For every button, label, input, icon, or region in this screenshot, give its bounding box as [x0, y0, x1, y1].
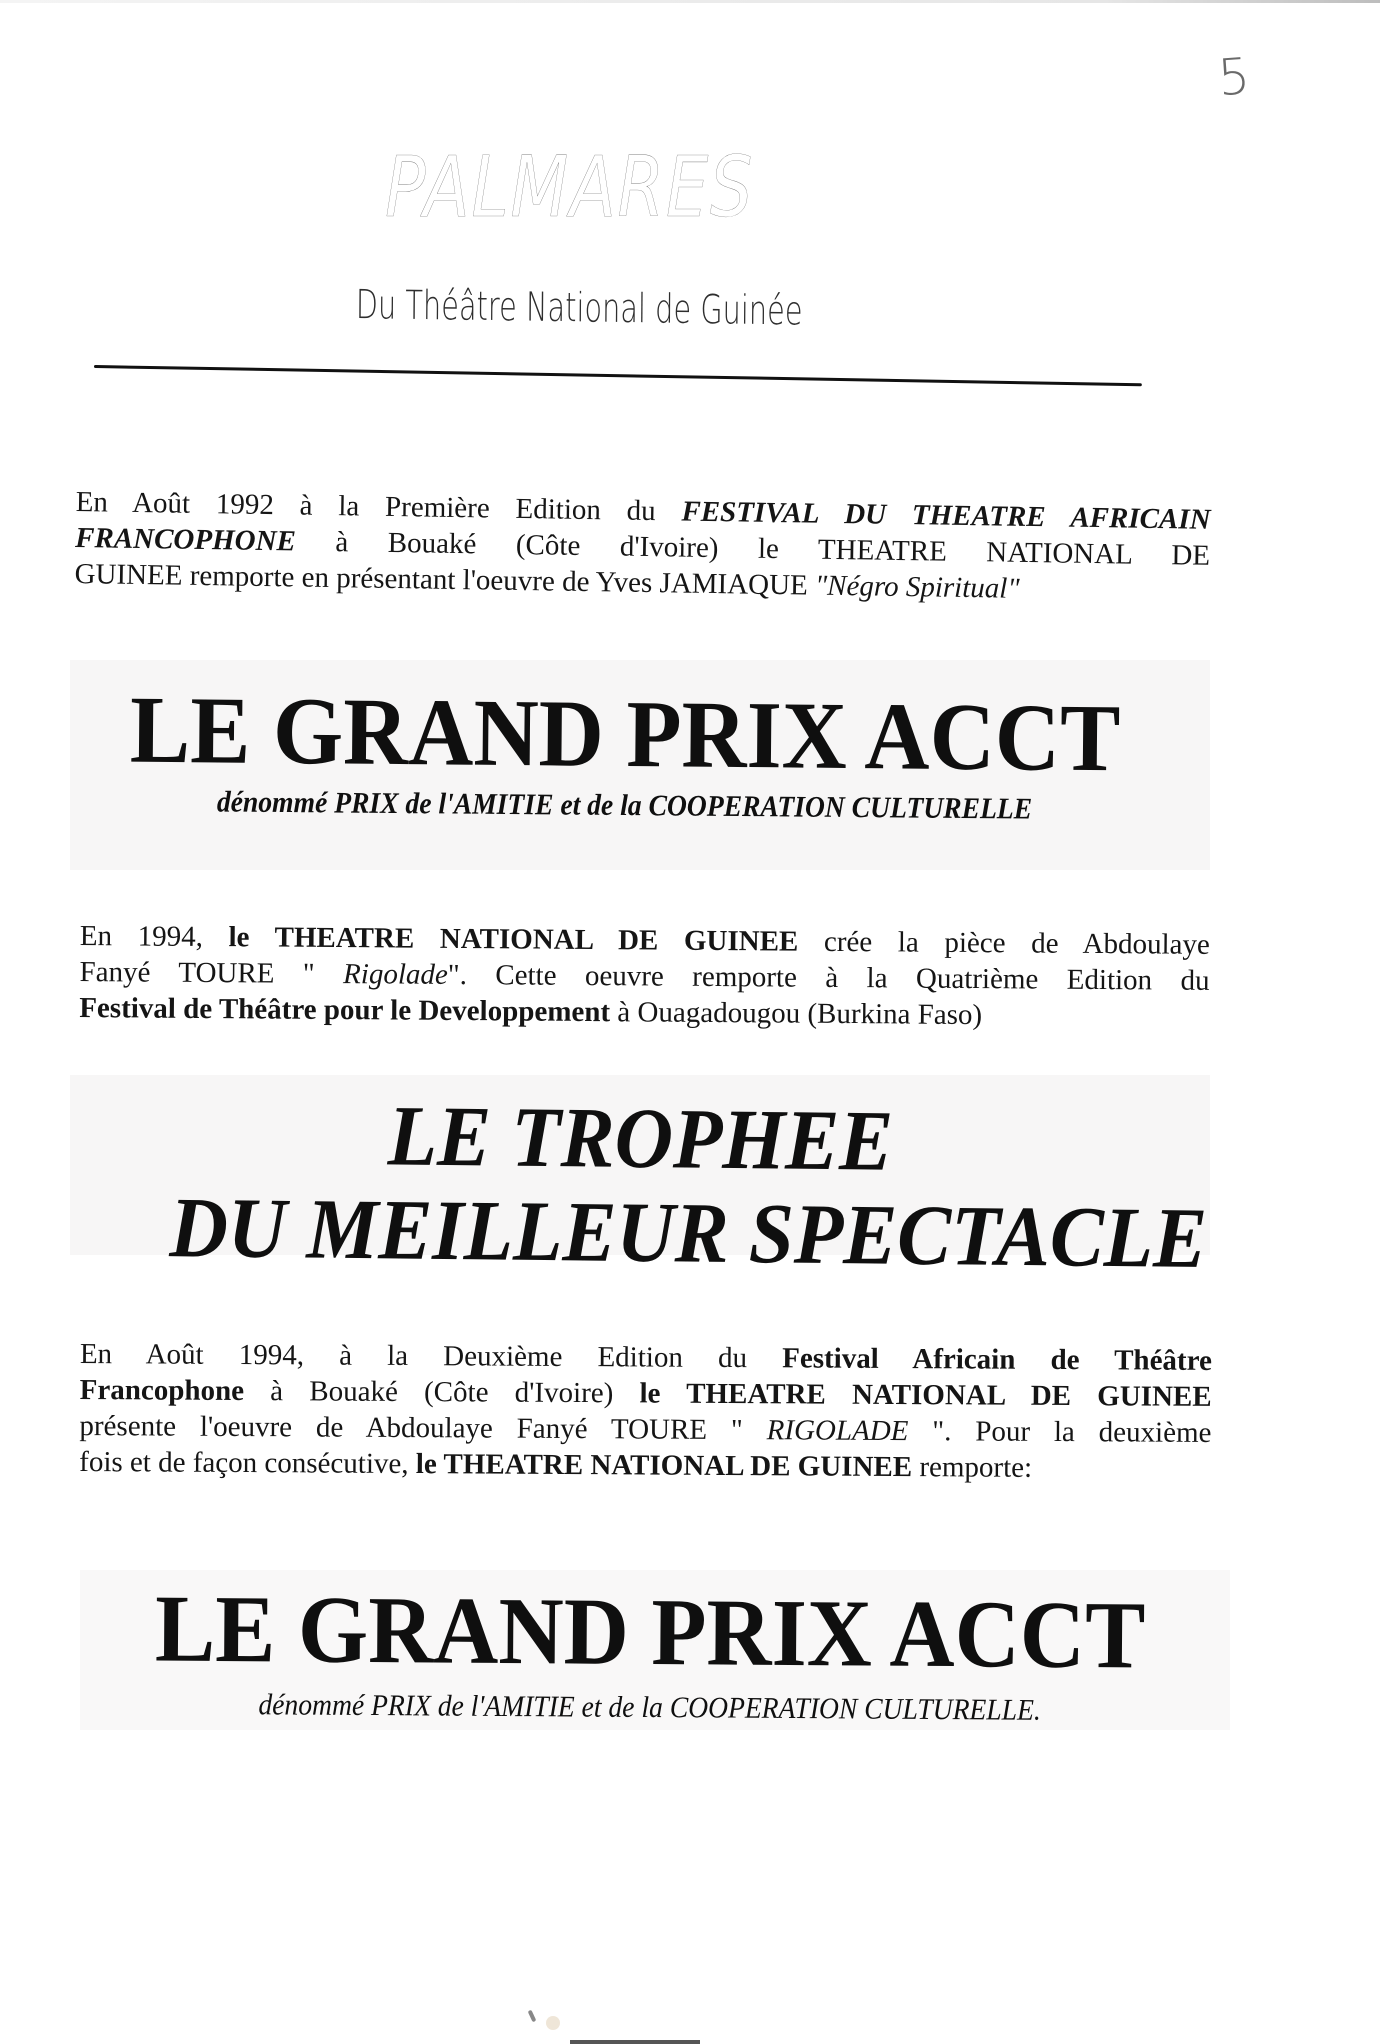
section-1-paragraph	[74, 484, 1211, 610]
award-title: LE GRAND PRIX ACCT	[129, 675, 1121, 792]
handwritten-page-number: 5	[1216, 46, 1252, 108]
paragraph-line: Fanyé TOURE " Rigolade". Cette oeuvre remporte à la Quatrième Edition du	[79, 955, 1210, 997]
scan-bottom-mark	[570, 2040, 700, 2044]
title-underline-divider	[94, 365, 1142, 386]
scan-speck	[528, 2010, 537, 2023]
award-title: LE GRAND PRIX ACCT	[154, 1574, 1146, 1689]
paragraph-line: présente l'oeuvre de Abdoulaye Fanyé TOURE " RIGOLADE ". Pour la deuxième	[79, 1409, 1212, 1449]
document-title: PALMARES	[385, 138, 755, 236]
award-title-line-1: LE TROPHEE	[387, 1087, 894, 1189]
award-grand-prix-1994	[80, 1574, 1221, 1730]
award-trophee-1994	[139, 1087, 1208, 1286]
paragraph-line: Francophone à Bouaké (Côte d'Ivoire) le THEATRE NATIONAL DE GUINEE	[79, 1373, 1212, 1413]
paragraph-line: En Août 1992 à la Première Edition du FESTIVAL DU THEATRE AFRICAIN	[75, 485, 1211, 536]
section-2-paragraph	[79, 918, 1210, 1035]
paragraph-line: fois et de façon consécutive, le THEATRE NATIONAL DE GUINEE remporte:	[79, 1445, 1033, 1484]
scan-speck	[546, 2016, 560, 2030]
document-subtitle: Du Théâtre National de Guinée	[355, 282, 803, 335]
award-title-line-2: DU MEILLEUR SPECTACLE	[169, 1179, 1208, 1286]
paragraph-line: FRANCOPHONE à Bouaké (Côte d'Ivoire) le THEATRE NATIONAL DE	[74, 521, 1211, 572]
page-top-edge	[0, 0, 1380, 3]
paragraph-line: En Août 1994, à la Deuxième Edition du Festival Africain de Théâtre	[79, 1338, 1212, 1377]
paragraph-line: En 1994, le THEATRE NATIONAL DE GUINEE crée la pièce de Abdoulaye	[79, 919, 1210, 961]
paragraph-line: Festival de Théâtre pour le Developpement à Ouagadougou (Burkina Faso)	[79, 991, 983, 1032]
award-grand-prix-1992	[59, 675, 1190, 829]
paragraph-line: GUINEE remporte en présentant l'oeuvre de Yves JAMIAQUE "Négro Spiritual"	[74, 557, 1020, 605]
award-subtitle: dénommé PRIX de l'AMITIE et de la COOPERATION CULTURELLE.	[258, 1688, 1041, 1727]
award-subtitle: dénommé PRIX de l'AMITIE et de la COOPERATION CULTURELLE	[216, 785, 1033, 826]
section-3-paragraph	[79, 1336, 1212, 1487]
